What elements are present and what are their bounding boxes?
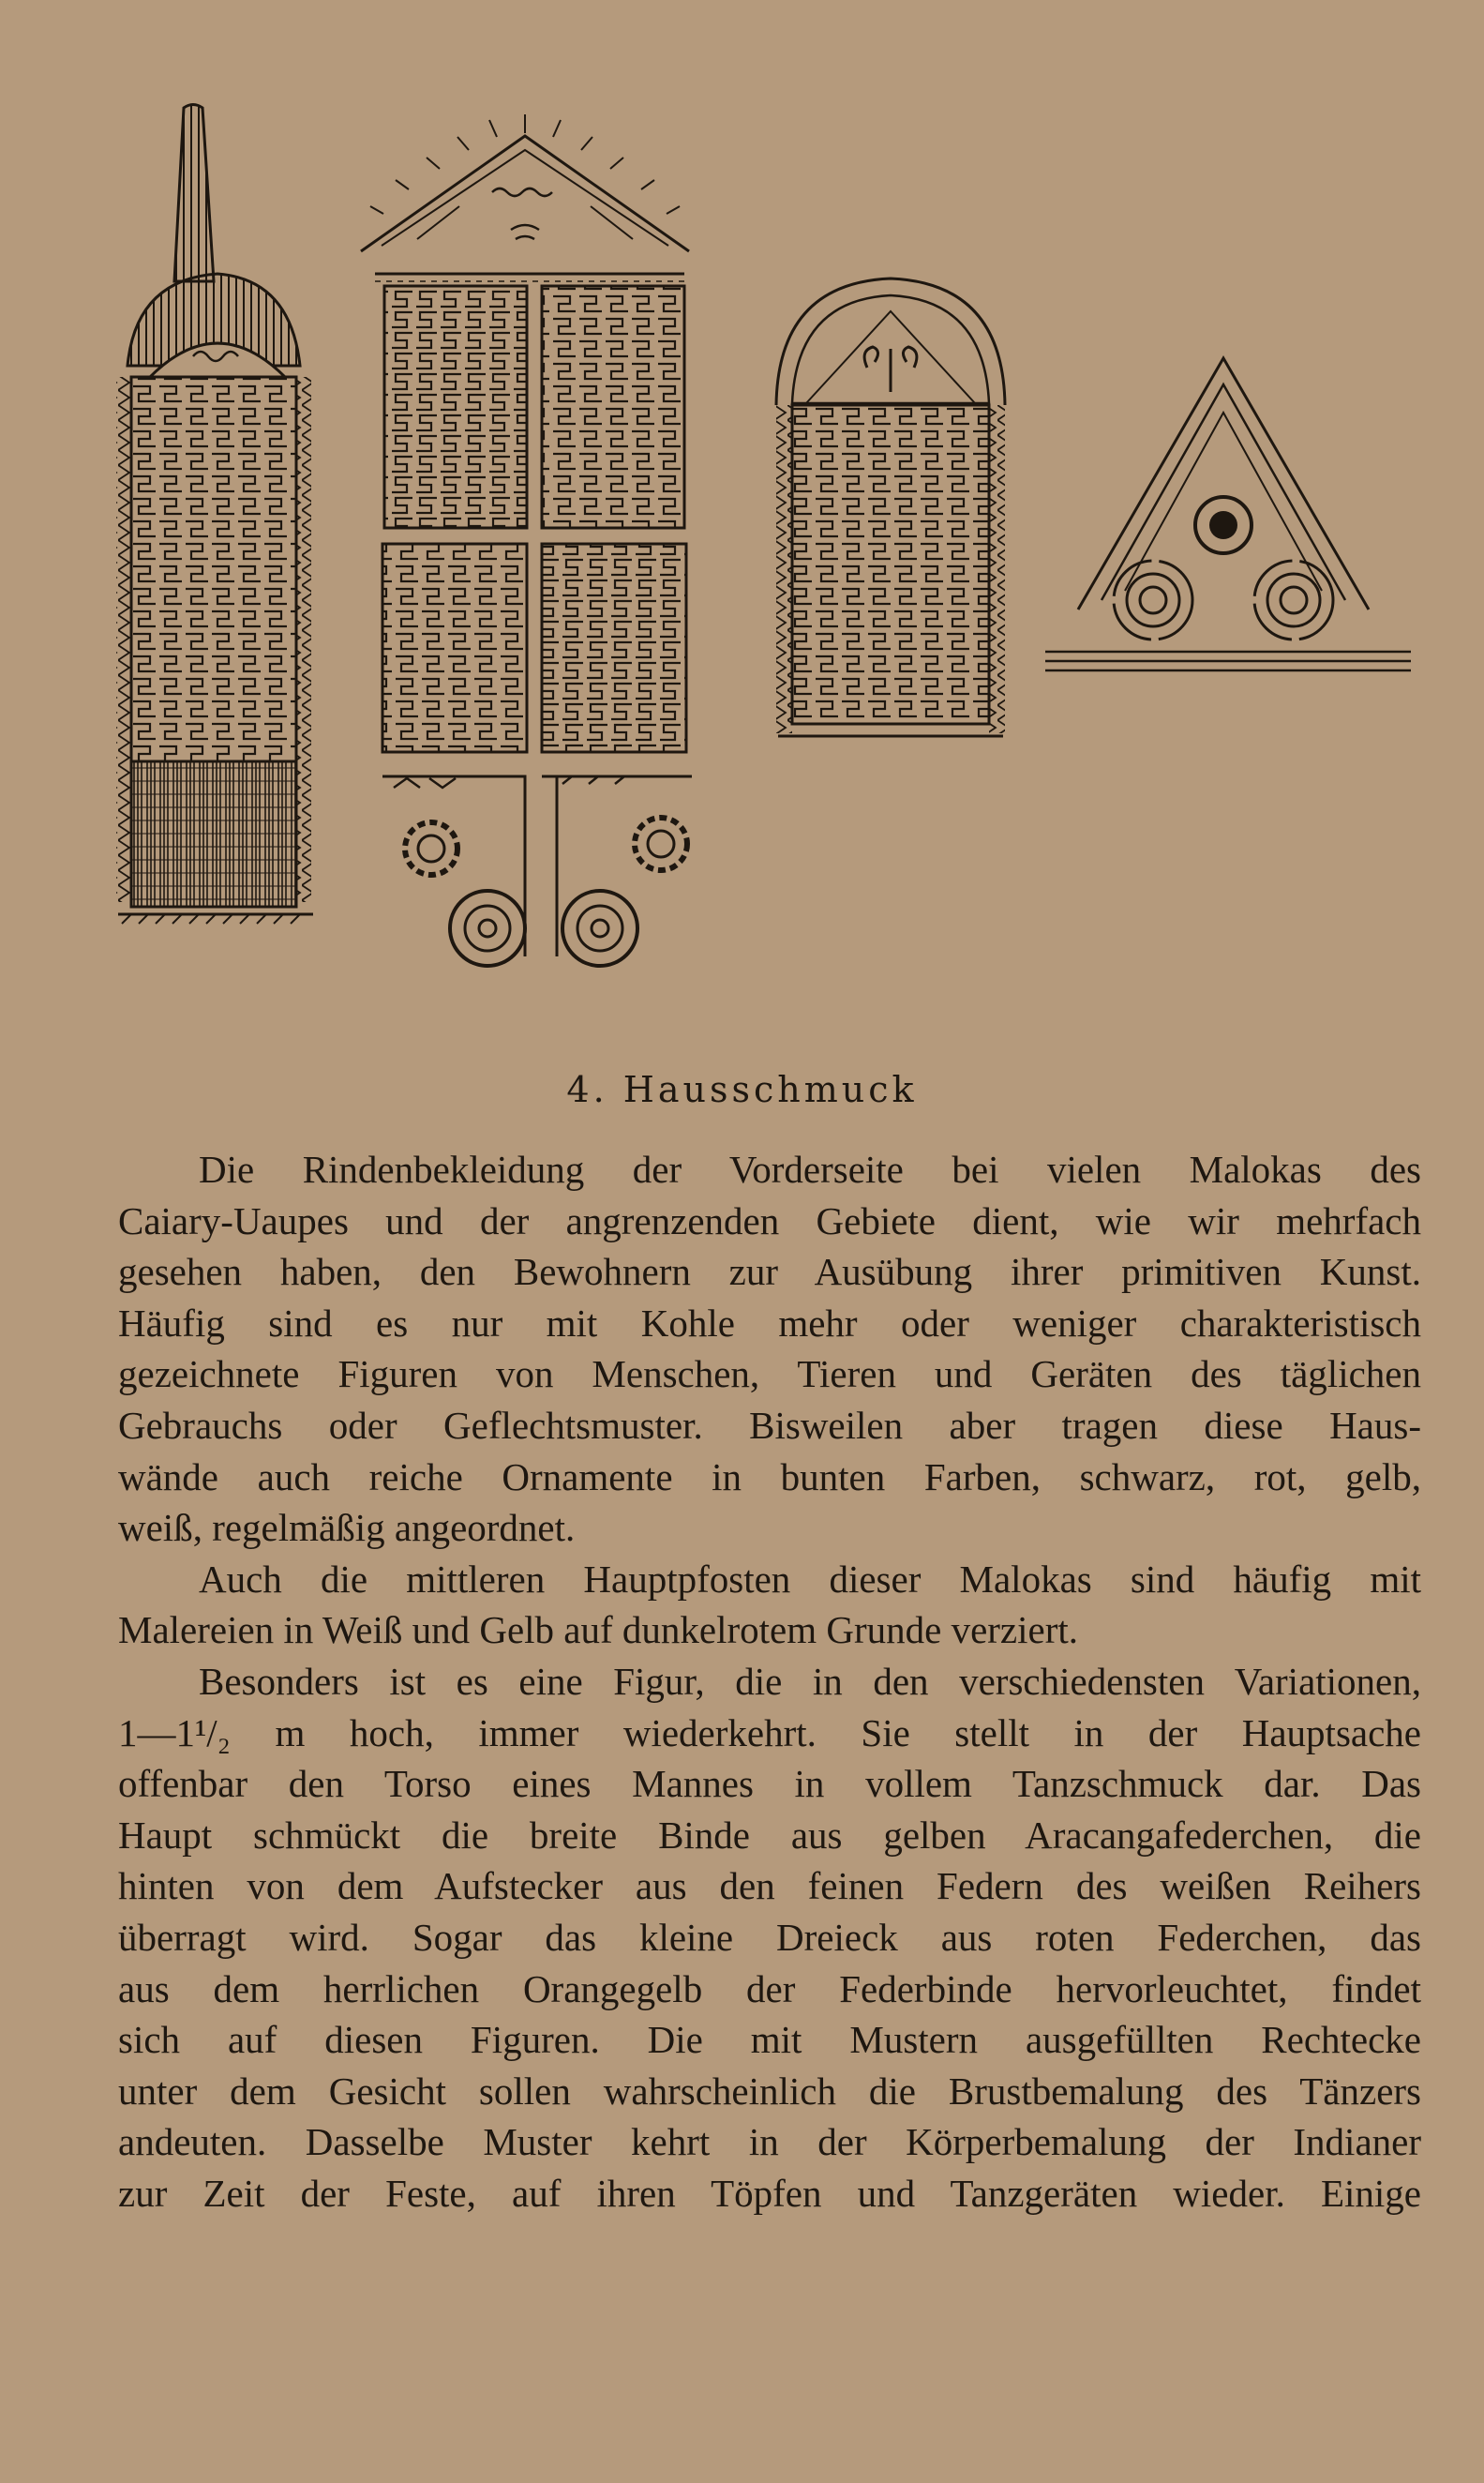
text-line: Malereien in Weiß und Gelb auf dunkelrotem Grunde verziert. xyxy=(118,1608,1078,1652)
text-line: gezeichnete Figuren von Menschen, Tieren und Geräten des täglichen xyxy=(118,1352,1421,1396)
text-line: weiß, regelmäßig angeordnet. xyxy=(118,1506,576,1550)
text-line: gesehen haben, den Bewohnern zur Ausübung ihrer primitiven Kunst. xyxy=(118,1250,1421,1294)
paragraph-3 xyxy=(118,1656,1421,2220)
text-line: aus dem herrlichen Orangegelb der Federbinde hervorleuchtet, findet xyxy=(118,1966,1421,2010)
figure-illustrations xyxy=(0,0,1484,1013)
text-line: Häufig sind es nur mit Kohle mehr oder weniger charakteristisch xyxy=(118,1301,1421,1345)
body-text xyxy=(118,1144,1421,2219)
text-line: Auch die mittleren Hauptpfosten dieser Malokas sind häufig mit xyxy=(199,1557,1421,1601)
text-line: unter dem Gesicht sollen wahrscheinlich die Brustbemalung des Tänzers xyxy=(118,2069,1421,2113)
text-line: Besonders ist es eine Figur, die in den verschiedensten Variationen, xyxy=(199,1659,1421,1703)
paragraph-1 xyxy=(118,1144,1421,1554)
text-line: Die Rindenbekleidung der Vorderseite bei vielen Malokas des xyxy=(199,1148,1421,1191)
text-line: überragt wird. Sogar das kleine Dreieck aus roten Federchen, das xyxy=(118,1915,1421,1959)
text-line: hinten von dem Aufstecker aus den feinen Federn des weißen Reihers xyxy=(118,1864,1421,1908)
text-line: Gebrauchs oder Geflechtsmuster. Bisweilen aber tragen diese Haus- xyxy=(118,1403,1421,1447)
text-line: zur Zeit der Feste, auf ihren Töpfen und Tanzgeräten wieder. Einige xyxy=(118,2171,1421,2215)
text-line: sich auf diesen Figuren. Die mit Mustern ausgefüllten Rechtecke xyxy=(118,2018,1421,2062)
text-line: Haupt schmückt die breite Binde aus gelben Aracangafederchen, die xyxy=(118,1813,1421,1857)
figure-triangle-spirals xyxy=(1045,358,1411,670)
text-line: wände auch reiche Ornamente in bunten Farben, schwarz, rot, gelb, xyxy=(118,1454,1421,1498)
figure-post-headdress xyxy=(116,105,313,925)
text-line: offenbar den Torso eines Mannes in vollem Tanzschmuck dar. Das xyxy=(118,1762,1421,1806)
figure-arched-panel xyxy=(776,278,1005,736)
text-line: andeuten. Dasselbe Muster kehrt in der Körperbemalung der Indianer xyxy=(118,2120,1421,2164)
text-line: 1—1¹/₂ m hoch, immer wiederkehrt. Sie stellt in der Hauptsache xyxy=(118,1710,1421,1754)
paragraph-2 xyxy=(118,1554,1421,1656)
text-line: Caiary-Uaupes und der angrenzenden Gebiete dient, wie wir mehrfach xyxy=(118,1198,1421,1242)
figure-split-panels xyxy=(361,114,692,966)
figure-caption: 4. Hausschmuck xyxy=(566,1069,918,1110)
